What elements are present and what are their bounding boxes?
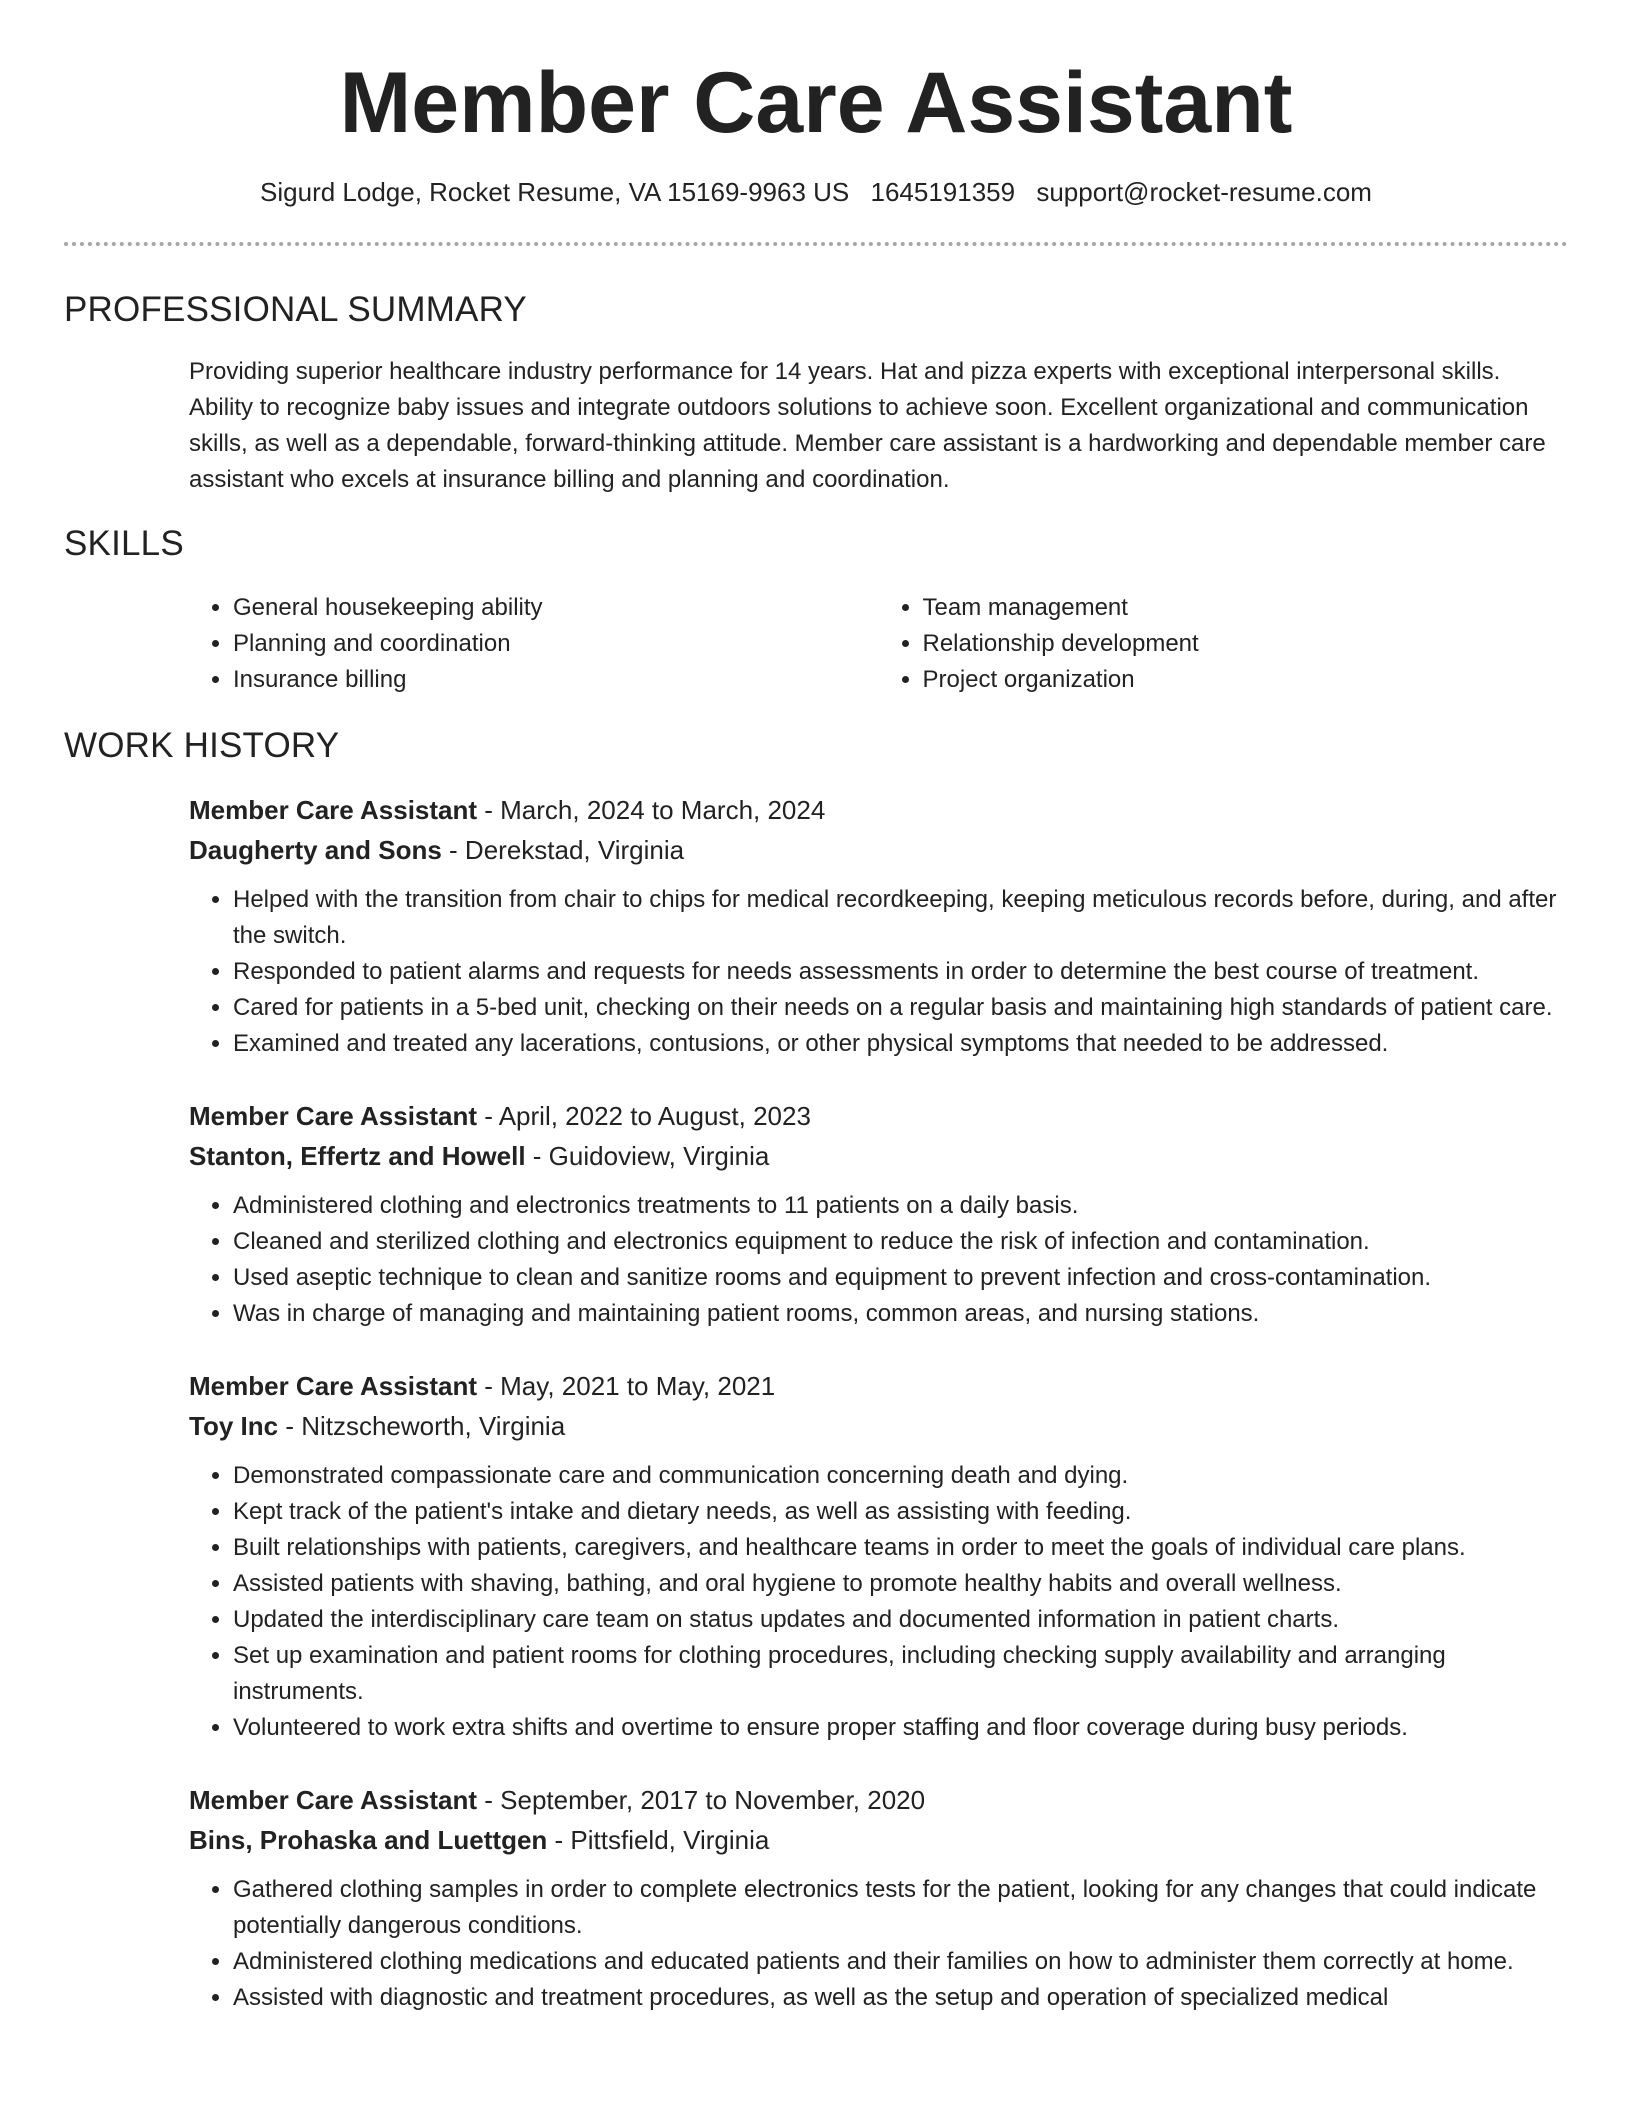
job-location: - Guidoview, Virginia [525,1140,770,1171]
skills-column-right [879,590,1569,698]
job-entry [189,1096,1568,1332]
job-company: Bins, Prohaska and Luettgen [189,1824,548,1855]
job-bullet: • Used aseptic technique to clean and sanitize rooms and equipment to prevent infection and cross-contamination. [233,1260,1568,1296]
skill-item: • Relationship development [923,626,1569,662]
contact-phone: 1645191359 [870,176,1016,207]
job-company: Toy Inc [189,1410,279,1441]
job-bullet: • Helped with the transition from chair to chips for medical recordkeeping, keeping meticulous records before, during, and after the switch. [233,882,1568,954]
job-dates: - September, 2017 to November, 2020 [477,1784,926,1815]
job-bullet: • Cared for patients in a 5-bed unit, checking on their needs on a regular basis and maintaining high standards of patient care. [233,990,1568,1026]
skills-column-left [189,590,879,698]
job-bullet: • Built relationships with patients, caregivers, and healthcare teams in order to meet the goals of individual care plans. [233,1530,1568,1566]
contact-email[interactable]: support@rocket-resume.com [1036,176,1372,207]
job-bullet: • Administered clothing and electronics treatments to 11 patients on a daily basis. [233,1188,1568,1224]
skill-item: • Insurance billing [233,662,879,698]
job-bullets [189,1458,1568,1746]
header-divider [64,242,1568,246]
job-entry [189,1366,1568,1746]
job-company-line [189,830,1568,870]
job-company: Stanton, Effertz and Howell [189,1140,526,1171]
job-title-line [189,790,1568,830]
job-bullet: • Set up examination and patient rooms for clothing procedures, including checking supply availability and arranging instruments. [233,1638,1568,1710]
contact-address: Sigurd Lodge, Rocket Resume, VA 15169-9963 US [260,176,850,207]
job-role: Member Care Assistant [189,794,478,825]
job-location: - Nitzscheworth, Virginia [278,1410,566,1441]
job-company: Daugherty and Sons [189,834,442,865]
skill-item: • Planning and coordination [233,626,879,662]
job-role: Member Care Assistant [189,1100,478,1131]
job-role: Member Care Assistant [189,1370,478,1401]
job-bullets [189,1872,1568,2016]
job-bullet: • Assisted patients with shaving, bathing, and oral hygiene to promote healthy habits and overall wellness. [233,1566,1568,1602]
work-history-heading: WORK HISTORY [64,725,340,765]
job-bullet: • Administered clothing medications and educated patients and their families on how to administer them correctly at home. [233,1944,1568,1980]
job-location: - Pittsfield, Virginia [547,1824,770,1855]
summary-heading: PROFESSIONAL SUMMARY [64,289,527,329]
job-bullet: • Was in charge of managing and maintaining patient rooms, common areas, and nursing stations. [233,1296,1568,1332]
contact-line [0,177,1632,208]
resume-name: Member Care Assistant [339,55,1293,151]
job-bullet: • Kept track of the patient's intake and dietary needs, as well as assisting with feeding. [233,1494,1568,1530]
job-bullet: • Updated the interdisciplinary care team on status updates and documented information in patient charts. [233,1602,1568,1638]
job-location: - Derekstad, Virginia [441,834,685,865]
job-entry [189,790,1568,1062]
job-role: Member Care Assistant [189,1784,478,1815]
job-title-line [189,1366,1568,1406]
job-bullet: • Cleaned and sterilized clothing and electronics equipment to reduce the risk of infection and contamination. [233,1224,1568,1260]
skill-item: • Team management [923,590,1569,626]
job-entry [189,1780,1568,2016]
job-bullets [189,882,1568,1062]
job-bullet: • Demonstrated compassionate care and communication concerning death and dying. [233,1458,1568,1494]
job-bullet: • Volunteered to work extra shifts and overtime to ensure proper staffing and floor coverage during busy periods. [233,1710,1568,1746]
job-bullet: • Gathered clothing samples in order to complete electronics tests for the patient, looking for any changes that could indicate potentially dangerous conditions. [233,1872,1568,1944]
job-bullet: • Assisted with diagnostic and treatment procedures, as well as the setup and operation of specialized medical [233,1980,1568,2016]
job-company-line [189,1406,1568,1446]
job-dates: - May, 2021 to May, 2021 [477,1370,776,1401]
job-dates: - April, 2022 to August, 2023 [477,1100,811,1131]
summary-text: Providing superior healthcare industry performance for 14 years. Hat and pizza experts with exceptional interpersonal skills. Ability to recognize baby issues and integrate outdoors solutions to achieve soon. Excellent organizational and communication skills, as well as a dependable, forward-thinking attitude. Member care assistant is a hardworking and dependable member care assistant who excels at insurance billing and planning and coordination. [189,357,1546,493]
job-title-line [189,1096,1568,1136]
job-company-line [189,1136,1568,1176]
skill-item: • General housekeeping ability [233,590,879,626]
job-company-line [189,1820,1568,1860]
skills-list [189,590,1568,698]
job-bullet: • Responded to patient alarms and requests for needs assessments in order to determine the best course of treatment. [233,954,1568,990]
skill-item: • Project organization [923,662,1569,698]
job-dates: - March, 2024 to March, 2024 [477,794,826,825]
job-bullets [189,1188,1568,1332]
job-title-line [189,1780,1568,1820]
skills-heading: SKILLS [64,523,184,563]
job-bullet: • Examined and treated any lacerations, contusions, or other physical symptoms that needed to be addressed. [233,1026,1568,1062]
